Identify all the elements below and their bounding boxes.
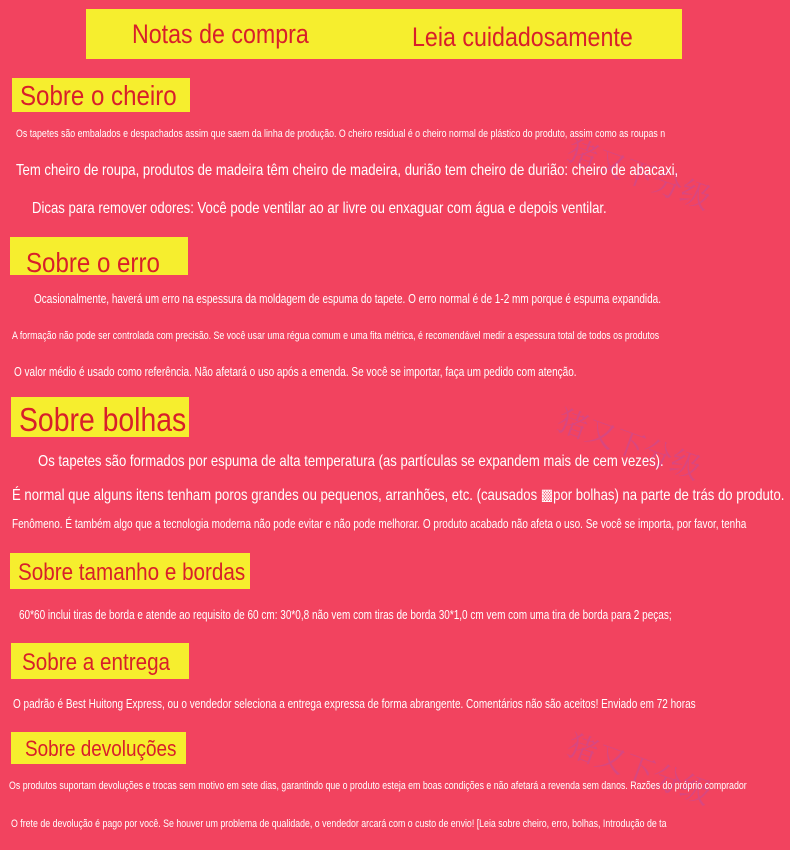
text-line: 60*60 inclui tiras de borda e atende ao requisito de 60 cm: 30*0,8 não vem com tiras de borda 30*1,0 cm vem com uma tira de borda para 2 peças; <box>19 608 672 622</box>
watermark: 猪又下分级 <box>562 133 716 218</box>
text-line: Tem cheiro de roupa, produtos de madeira têm cheiro de madeira, durião tem cheiro de durião: cheiro de abacaxi, <box>16 162 679 179</box>
text-line: É normal que alguns itens tenham poros grandes ou pequenos, arranhões, etc. (causados ▩por bolhas) na parte de trás do produto. <box>12 487 785 504</box>
heading-text: Sobre a entrega <box>22 649 171 676</box>
section-heading-entrega <box>11 643 189 679</box>
section-heading-bolhas <box>11 397 189 437</box>
text-line: Os produtos suportam devoluções e trocas sem motivo em sete dias, garantindo que o produto esteja em boas condições e não afetará a revenda sem danos. Razões do próprio comprador <box>9 780 747 792</box>
text-line: O frete de devolução é pago por você. Se houver um problema de qualidade, o vendedor arcará com o custo de envio! [Leia sobre cheiro, erro, bolhas, Introdução de ta <box>11 818 667 830</box>
section-heading-tamanho <box>10 553 250 589</box>
text-line: O valor médio é usado como referência. Não afetará o uso após a emenda. Se você se importar, faça um pedido com atenção. <box>14 365 577 379</box>
section-heading-erro <box>10 237 188 278</box>
text-line: Ocasionalmente, haverá um erro na espessura da moldagem de espuma do tapete. O erro normal é de 1-2 mm porque é espuma expandida. <box>34 292 662 306</box>
heading-text: Sobre devoluções <box>25 736 177 761</box>
heading-text: Sobre o erro <box>26 247 160 278</box>
heading-text: Sobre tamanho e bordas <box>18 559 246 586</box>
section-heading-cheiro <box>12 78 190 112</box>
banner-left-title: Notas de compra <box>132 19 309 49</box>
top-banner <box>86 9 682 59</box>
text-line: Dicas para remover odores: Você pode ventilar ao ar livre ou enxaguar com água e depois ventilar. <box>32 200 607 217</box>
text-line: Os tapetes são formados por espuma de alta temperatura (as partículas se expandem mais de cem vezes). <box>38 453 664 470</box>
watermark: 猪又下分级 <box>552 403 706 488</box>
heading-text: Sobre bolhas <box>19 401 187 438</box>
watermark: 猪又下分级 <box>562 728 716 813</box>
banner-right-title: Leia cuidadosamente <box>412 22 633 52</box>
section-heading-devolucoes <box>11 732 186 764</box>
text-line: Fenômeno. É também algo que a tecnologia moderna não pode evitar e não pode melhorar. O produto acabado não afeta o uso. Se você se importa, por favor, tenha <box>12 517 747 531</box>
text-line: A formação não pode ser controlada com precisão. Se você usar uma régua comum e uma fita métrica, é recomendável medir a espessura total de todos os produtos <box>12 330 660 342</box>
text-line: Os tapetes são embalados e despachados assim que saem da linha de produção. O cheiro residual é o cheiro normal de plástico do produto, assim como as roupas n <box>16 128 666 140</box>
heading-text: Sobre o cheiro <box>20 80 177 111</box>
text-line: O padrão é Best Huitong Express, ou o vendedor seleciona a entrega expressa de forma abrangente. Comentários não são aceitos! Enviado em 72 horas <box>13 697 696 711</box>
